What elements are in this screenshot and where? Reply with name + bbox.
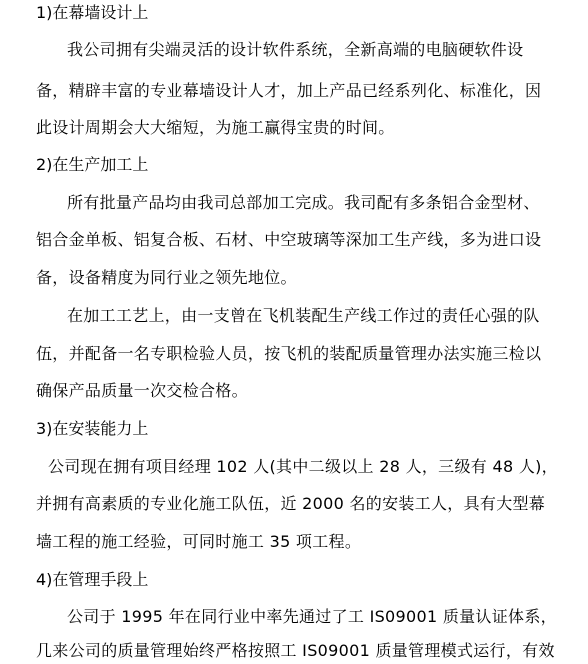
paragraph-line: 在加工工艺上，由一支曾在飞机装配生产线工作过的责任心强的队 xyxy=(67,306,540,325)
paragraph-line: 我公司拥有尖端灵活的设计软件系统，全新高端的电脑硬软件设 xyxy=(67,40,524,59)
section-heading-installation: 3)在安装能力上 xyxy=(36,419,149,438)
paragraph-line: 墙工程的施工经验，可同时施工 35 项工程。 xyxy=(36,532,362,551)
paragraph-line: 铝合金单板、铝复合板、石材、中空玻璃等深加工生产线，多为进口设 xyxy=(36,230,542,249)
paragraph-line: 确保产品质量一次交检合格。 xyxy=(36,381,248,400)
paragraph-line: 并拥有高素质的专业化施工队伍，近 2000 名的安装工人，具有大型幕 xyxy=(36,494,546,513)
paragraph-line: 公司于 1995 年在同行业中率先通过了工 IS09001 质量认证体系， xyxy=(67,607,557,626)
section-heading-design: 1)在幕墙设计上 xyxy=(36,3,149,22)
paragraph-line: 所有批量产品均由我司总部加工完成。我司配有多条铝合金型材、 xyxy=(67,193,540,212)
paragraph-line: 几来公司的质量管理始终严格按照工 IS09001 质量管理模式运行，有效 xyxy=(36,641,555,660)
paragraph-line: 此设计周期会大大缩短，为施工赢得宝贵的时间。 xyxy=(36,118,395,137)
paragraph-line: 公司现在拥有项目经理 102 人(其中二级以上 28 人，三级有 48 人)， xyxy=(48,457,558,476)
paragraph-line: 伍，并配备一名专职检验人员，按飞机的装配质量管理办法实施三检以 xyxy=(36,344,542,363)
section-heading-management: 4)在管理手段上 xyxy=(36,570,149,589)
section-heading-production: 2)在生产加工上 xyxy=(36,155,149,174)
paragraph-line: 备，精辟丰富的专业幕墙设计人才，加上产品已经系列化、标准化，因 xyxy=(36,81,542,100)
paragraph-line: 备，设备精度为同行业之领先地位。 xyxy=(36,268,297,287)
